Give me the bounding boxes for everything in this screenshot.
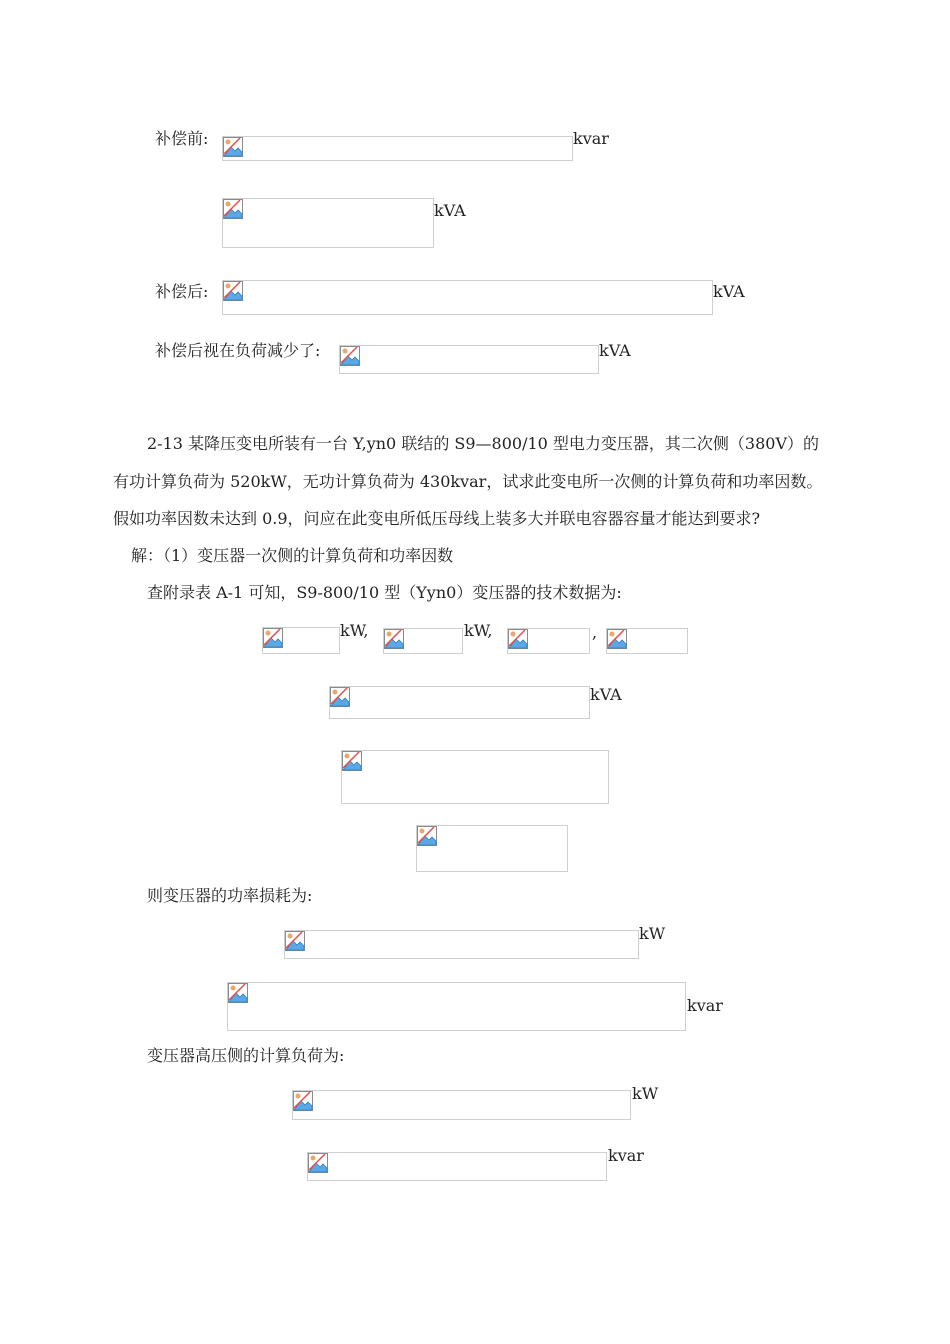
- formula-image: [329, 686, 590, 719]
- unit-label: kVA: [590, 685, 622, 704]
- problem-line-2: 有功计算负荷为 520kW，无功计算负荷为 430kvar，试求此变电所一次侧的计算负荷和功率因数。: [113, 472, 823, 491]
- unit-label: kVA: [434, 201, 466, 220]
- formula-image: [307, 1152, 607, 1181]
- formula-image: [262, 627, 340, 654]
- unit-label: kVA: [599, 341, 631, 360]
- broken-image-icon: [223, 137, 243, 157]
- broken-image-icon: [285, 931, 305, 951]
- solution-part1-title: 解：（1）变压器一次侧的计算负荷和功率因数: [131, 546, 454, 565]
- unit-label: kvar: [608, 1146, 644, 1165]
- broken-image-icon: [330, 687, 350, 707]
- unit-label: kW,: [464, 621, 493, 640]
- formula-image: [227, 982, 686, 1031]
- formula-image: [416, 825, 568, 872]
- problem-line-3: 假如功率因数未达到 0.9，问应在此变电所低压母线上装多大并联电容器容量才能达到要求?: [113, 509, 761, 528]
- formula-image: [222, 198, 434, 248]
- problem-line-1: 2-13 某降压变电所装有一台 Y,yn0 联结的 S9—800/10 型电力变压器，其二次侧（380V）的: [147, 434, 820, 453]
- unit-label: kvar: [687, 996, 723, 1015]
- unit-label: kW: [639, 924, 666, 943]
- unit-label: kvar: [573, 129, 609, 148]
- broken-image-icon: [384, 629, 404, 649]
- broken-image-icon: [263, 628, 283, 648]
- broken-image-icon: [293, 1091, 313, 1111]
- separator-comma: ,: [592, 623, 598, 642]
- formula-image: [284, 930, 639, 959]
- broken-image-icon: [508, 629, 528, 649]
- formula-image: [292, 1090, 631, 1120]
- broken-image-icon: [223, 281, 243, 301]
- formula-image: [341, 750, 609, 804]
- before-compensation-label: 补偿前:: [155, 129, 209, 148]
- formula-image: [383, 628, 463, 654]
- reduction-label: 补偿后视在负荷减少了:: [155, 341, 321, 360]
- formula-image: [507, 628, 590, 654]
- broken-image-icon: [308, 1153, 328, 1173]
- broken-image-icon: [340, 346, 360, 366]
- transformer-loss-label: 则变压器的功率损耗为:: [147, 886, 313, 905]
- hv-side-load-label: 变压器高压侧的计算负荷为:: [147, 1046, 345, 1065]
- broken-image-icon: [223, 199, 243, 219]
- unit-label: kVA: [713, 282, 745, 301]
- unit-label: kW,: [340, 621, 369, 640]
- lookup-text: 查附录表 A-1 可知，S9-800/10 型（Yyn0）变压器的技术数据为:: [147, 583, 622, 602]
- formula-image: [222, 280, 713, 315]
- formula-image: [339, 345, 599, 374]
- after-compensation-label: 补偿后:: [155, 282, 209, 301]
- broken-image-icon: [607, 629, 627, 649]
- broken-image-icon: [417, 826, 437, 846]
- unit-label: kW: [632, 1084, 659, 1103]
- broken-image-icon: [228, 983, 248, 1003]
- formula-image: [222, 136, 573, 161]
- formula-image: [606, 628, 688, 654]
- broken-image-icon: [342, 751, 362, 771]
